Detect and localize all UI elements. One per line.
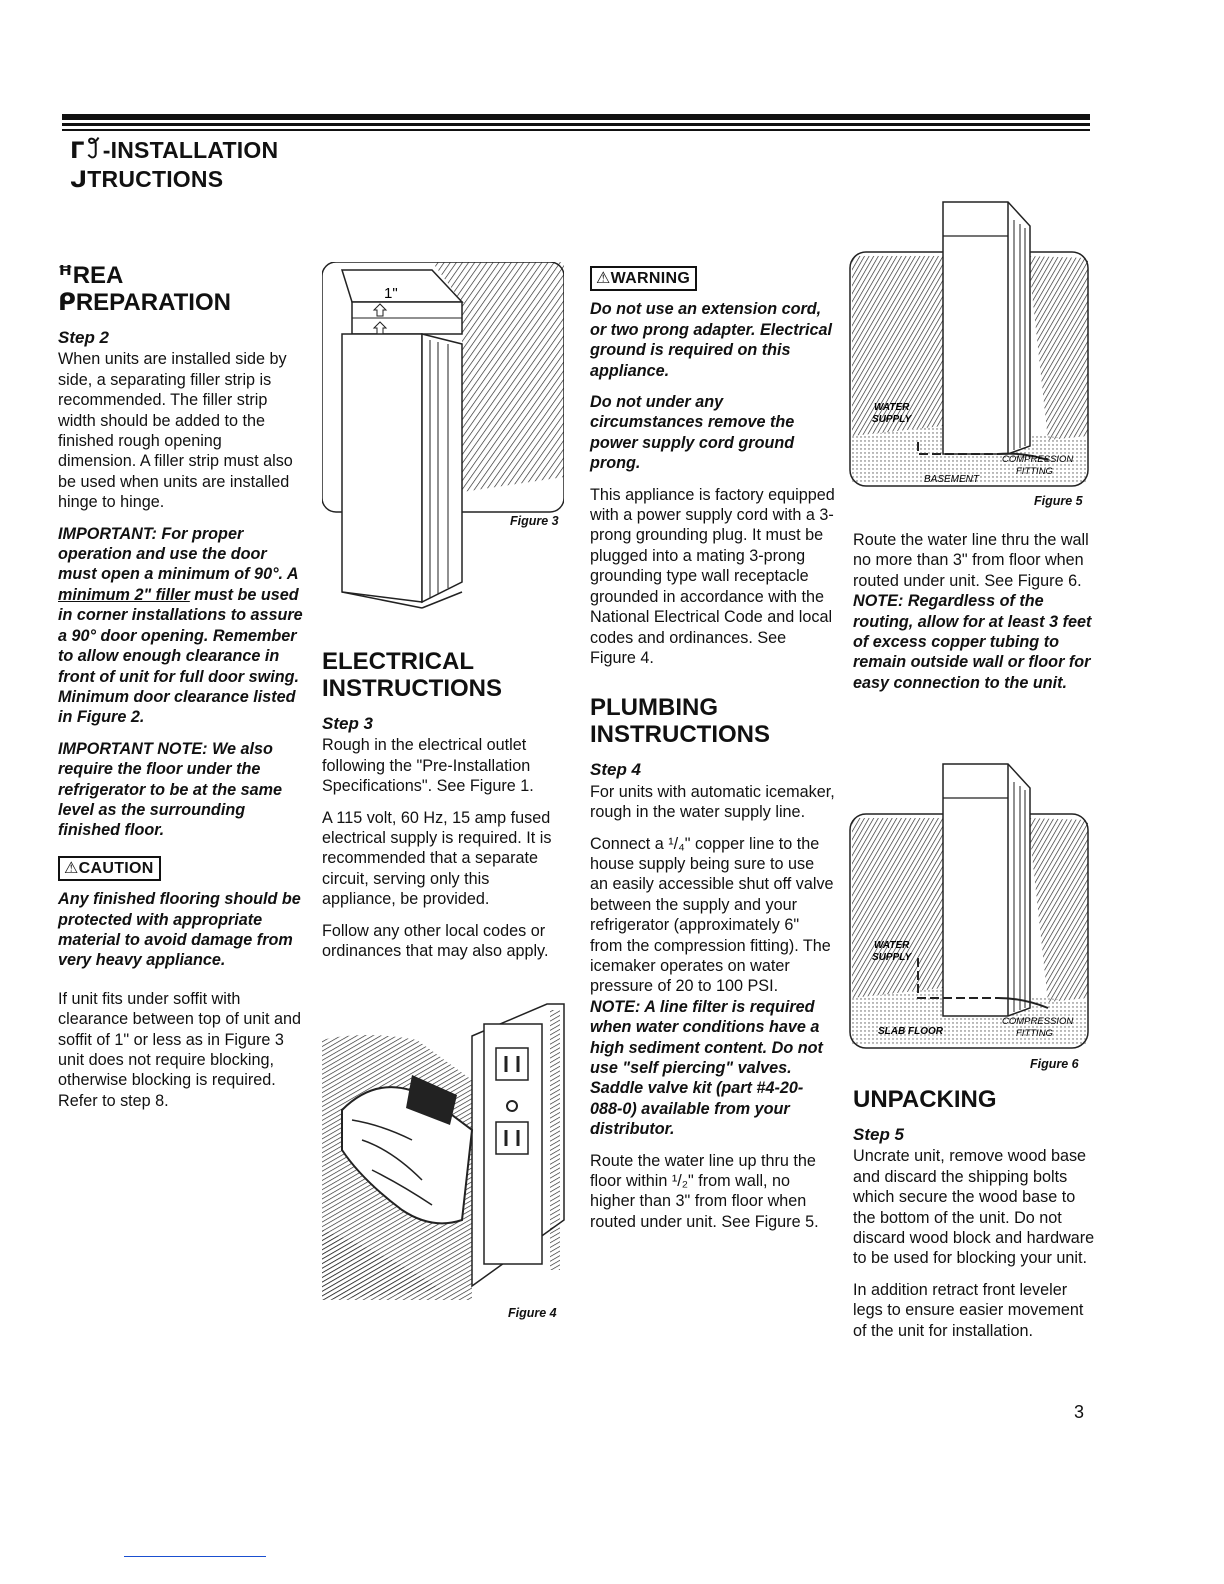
figure-5-supply-label: SUPPLY: [872, 414, 912, 425]
step-5-paragraph-1: Uncrate unit, remove wood base and discard the shipping bolts which secure the wood base to the bottom of the unit. Do not discard wood block and hardware to be used for blocking your unit.: [853, 1147, 1095, 1268]
step-4-paragraph-2: Connect a ¹/₄" copper line to the house supply being sure to use an easily accessible shut off valve between the supply and your refrigerator (approximately 6" from the compression fitting). The icemaker operates on water pressure of 20 to 100 PSI.: [590, 834, 834, 996]
figure-6-illustration: [848, 758, 1092, 1054]
plumbing-heading-line1: PLUMBING: [590, 694, 718, 722]
figure-3-dimension: 1": [384, 285, 398, 302]
step-2-paragraph: When units are installed side by side, a separating filler strip is recommended. The filler strip width should be added to the finished rough opening dimension. A filler strip must also be used when units are installed hinge to hinge.: [58, 350, 293, 512]
electrical-heading-line1: ELECTRICAL: [322, 648, 474, 675]
step-3-label: Step 3: [322, 714, 374, 733]
header-rule-thin: [62, 123, 1090, 126]
figure-6-caption: Figure 6: [1030, 1057, 1079, 1071]
area-prep-heading: [58, 262, 303, 316]
warning-label: ⚠WARNING: [590, 266, 697, 291]
step-5-label: Step 5: [853, 1125, 905, 1144]
area-prep-heading-line1: ꟸREA: [58, 262, 124, 289]
excess-tubing-note: NOTE: Regardless of the routing, allow for at least 3 feet of excess copper tubing to remain outside wall or floor for easy connection to the unit.: [853, 592, 1092, 692]
important-note-door-a: IMPORTANT: For proper operation and use the door must open a minimum of 90°. A: [58, 524, 299, 584]
electrical-heading-line2: INSTRUCTIONS: [322, 675, 502, 702]
page-title: [70, 136, 278, 194]
header-rule-hairline: [62, 129, 1090, 131]
step-3-paragraph-2: A 115 volt, 60 Hz, 15 amp fused electrical supply is required. It is recommended that a separate circuit, serving only this appliance, be provided.: [322, 808, 552, 909]
step-4-paragraph-3: Route the water line up thru the floor within ¹/₂" from wall, no higher than 3" from floor when routed under unit. See Figure 5.: [590, 1151, 819, 1231]
electrical-heading: [322, 648, 567, 702]
page-title-line1: ᒥ꒸-INSTALLATION: [70, 137, 279, 163]
warning-text-2: Do not under any circumstances remove the power supply cord ground prong.: [590, 393, 795, 473]
figure-6-supply-label: SUPPLY: [872, 952, 912, 963]
unpacking-heading: UNPACKING: [853, 1086, 997, 1113]
page-number: 3: [1074, 1402, 1085, 1422]
figure-4-illustration: [322, 1000, 566, 1305]
figure-5-water-label: WATER: [874, 402, 910, 413]
page-title-line2: ᒍTRUCTIONS: [70, 166, 224, 192]
soffit-paragraph: If unit fits under soffit with clearance between top of unit and soffit of 1" or less as in Figure 3 unit does not require blocking, otherwise blocking is required. Refer to step 8.: [58, 989, 301, 1110]
plumbing-heading: [590, 694, 835, 748]
important-note-door: [58, 524, 303, 728]
figure-5-basement-label: BASEMENT: [924, 474, 980, 485]
warning-text-1: Do not use an extension cord, or two prong adapter. Electrical ground is required on this appliance.: [590, 300, 832, 380]
footer-link-underline: [124, 1556, 266, 1557]
figure-6-compression-label: COMPRESSION: [1002, 1016, 1074, 1027]
area-preparation-column: [58, 262, 303, 1122]
step-3-paragraph-3: Follow any other local codes or ordinances that may also apply.: [322, 921, 549, 961]
step-2-label: Step 2: [58, 328, 110, 347]
warning-plumbing-column: [590, 266, 835, 1243]
step-5-paragraph-2: In addition retract front leveler legs to ensure easier movement of the unit for installation.: [853, 1280, 1084, 1340]
important-note-door-b: must be used in corner installations to assure a 90° door opening. Remember to allow enough clearance in front of unit for full door swing. Minimum door clearance listed in Figure 2.: [58, 585, 303, 727]
wall-route-paragraph: Route the water line thru the wall no more than 3" from floor when routed under unit. See Figure 6.: [853, 531, 1089, 590]
step-4-paragraph-1: For units with automatic icemaker, rough in the water supply line.: [590, 782, 835, 822]
warning-paragraph: This appliance is factory equipped with a power supply cord with a 3-prong grounding plug. It must be plugged into a mating 3-prong grounding type wall receptacle grounded in accordance with the National Electrical Code and local codes and ordinances. See Figure 4.: [590, 485, 835, 667]
figure-6-slab-floor-label: SLAB FLOOR: [878, 1026, 943, 1037]
caution-text: Any finished flooring should be protected with appropriate material to avoid damage from very heavy appliance.: [58, 890, 301, 970]
header-rule-thick: [62, 114, 1090, 120]
figure-3-caption: Figure 3: [510, 514, 559, 528]
figure-5-fitting-label: FITTING: [1016, 466, 1053, 477]
figure-5-caption: Figure 5: [1034, 494, 1083, 508]
important-note-door-underline: minimum 2" filler: [58, 585, 190, 604]
figure-6-water-label: WATER: [874, 940, 910, 951]
caution-label: ⚠CAUTION: [58, 856, 161, 881]
figure-5-illustration: [848, 196, 1092, 492]
plumbing-route-column: [853, 530, 1097, 704]
figure-4-caption: Figure 4: [508, 1306, 557, 1320]
figure-5-compression-label: COMPRESSION: [1002, 454, 1074, 465]
plumbing-heading-line2: INSTRUCTIONS: [590, 721, 770, 749]
step-4-note: NOTE: A line filter is required when water conditions have a high sediment content. Do not use "self piercing" valves. Saddle valve kit (part #4-20-088-0) available from your distributor.: [590, 997, 823, 1139]
figure-3-illustration: [322, 262, 564, 622]
figure-6-fitting-label: FITTING: [1016, 1028, 1053, 1039]
step-3-paragraph-1: Rough in the electrical outlet following the "Pre-Installation Specifications". See Figure 1.: [322, 736, 534, 796]
important-note-floor: IMPORTANT NOTE: We also require the floor under the refrigerator to be at the same level as the surrounding finished floor.: [58, 739, 282, 840]
step-4-label: Step 4: [590, 760, 642, 780]
area-prep-heading-line2: ᑭREPARATION: [58, 289, 231, 316]
electrical-column: [322, 648, 567, 972]
unpacking-column: [853, 1086, 1097, 1352]
